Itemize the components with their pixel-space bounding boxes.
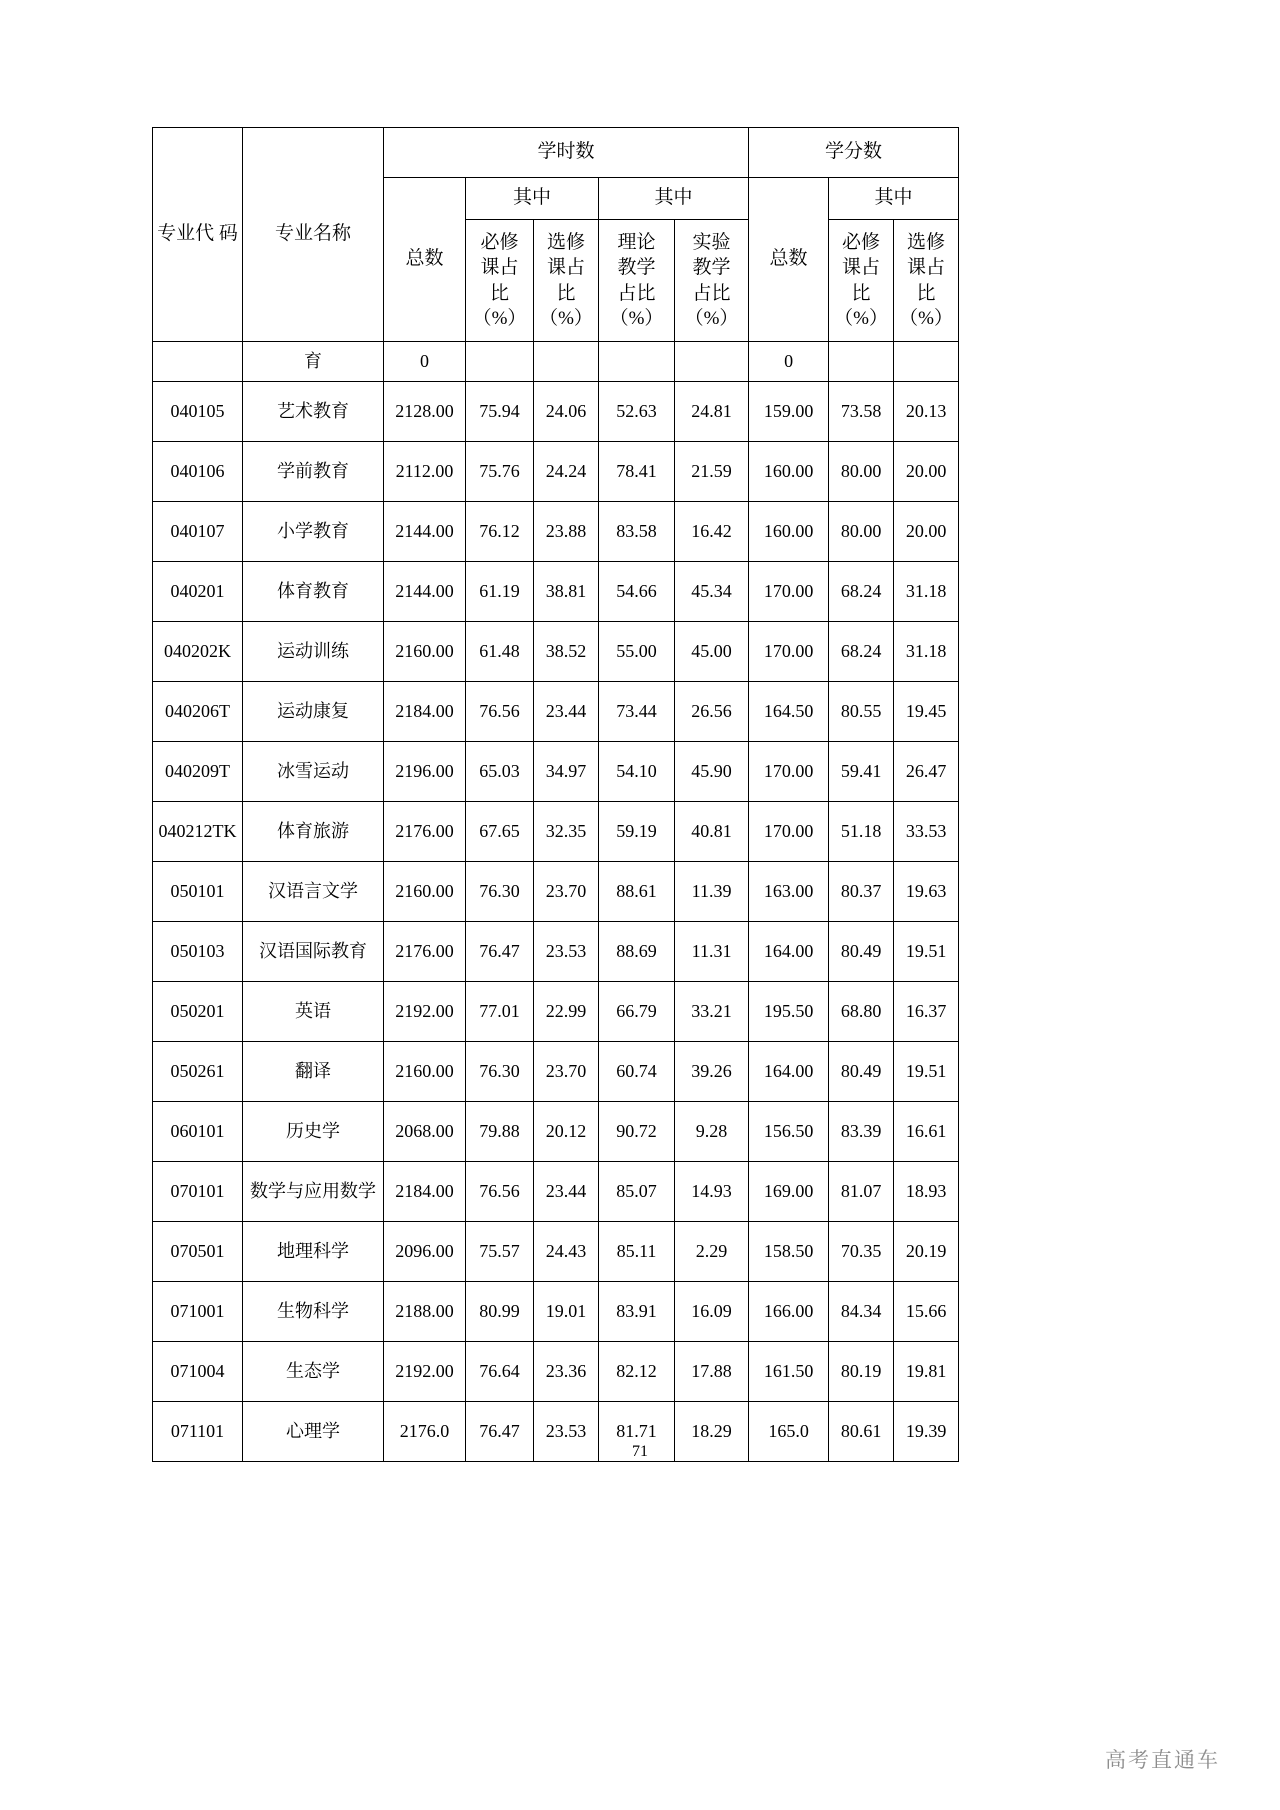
cell-major-code: 060101: [153, 1102, 243, 1162]
cell-credits-elective-ratio: 33.53: [894, 802, 959, 862]
cell-credits-elective-ratio: 26.47: [894, 742, 959, 802]
cell-major-code: 040209T: [153, 742, 243, 802]
cell-credits-elective-ratio: 15.66: [894, 1282, 959, 1342]
cell-credits-total: 160.00: [749, 442, 829, 502]
cell-credits-total: 164.00: [749, 922, 829, 982]
cell-hours-required-ratio: 76.30: [466, 862, 534, 922]
cell-hours-theory-ratio: 60.74: [599, 1042, 675, 1102]
cell-credits-required-ratio: 80.19: [829, 1342, 894, 1402]
cell-hours-total: 2144.00: [384, 502, 466, 562]
cell-credits-total: 195.50: [749, 982, 829, 1042]
cell-hours-elective-ratio: 19.01: [534, 1282, 599, 1342]
cell-hours-experiment-ratio: 14.93: [675, 1162, 749, 1222]
cell-hours-theory-ratio: 66.79: [599, 982, 675, 1042]
header-hours-total: 总数: [384, 178, 466, 342]
table-row: [153, 382, 959, 442]
table-row: [153, 802, 959, 862]
cell-credits-elective-ratio: 31.18: [894, 562, 959, 622]
cell-credits-elective-ratio: 19.51: [894, 922, 959, 982]
table-row: [153, 442, 959, 502]
cell-hours-theory-ratio: [599, 342, 675, 382]
header-major-code-line-2: 码: [218, 223, 238, 245]
cell-credits-total: 165.0: [749, 1402, 829, 1462]
cell-hours-total: 2128.00: [384, 382, 466, 442]
cell-hours-elective-ratio: 22.99: [534, 982, 599, 1042]
cell-credits-total: 160.00: [749, 502, 829, 562]
cell-hours-theory-ratio: 83.58: [599, 502, 675, 562]
cell-hours-experiment-ratio: 39.26: [675, 1042, 749, 1102]
header-hours-theory-line-1: 理论: [617, 232, 656, 254]
majors-table-container: [152, 127, 958, 1462]
cell-hours-theory-ratio: 82.12: [599, 1342, 675, 1402]
cell-credits-elective-ratio: 16.61: [894, 1102, 959, 1162]
cell-hours-total: 2188.00: [384, 1282, 466, 1342]
cell-credits-elective-ratio: 20.19: [894, 1222, 959, 1282]
cell-hours-total: 2192.00: [384, 982, 466, 1042]
cell-hours-experiment-ratio: 2.29: [675, 1222, 749, 1282]
cell-hours-theory-ratio: 54.66: [599, 562, 675, 622]
cell-credits-elective-ratio: 19.63: [894, 862, 959, 922]
cell-credits-total: 158.50: [749, 1222, 829, 1282]
cell-credits-elective-ratio: [894, 342, 959, 382]
cell-hours-experiment-ratio: 11.39: [675, 862, 749, 922]
table-body: [153, 342, 959, 1462]
header-hours-required-line-2: 课占: [480, 257, 519, 279]
header-hours-required-unit: （%）: [472, 307, 527, 329]
cell-hours-theory-ratio: 83.91: [599, 1282, 675, 1342]
cell-major-name: 运动康复: [243, 682, 384, 742]
cell-major-code: 040201: [153, 562, 243, 622]
header-credits-among-which: 其中: [829, 178, 959, 220]
cell-major-code: 071004: [153, 1342, 243, 1402]
cell-hours-required-ratio: 67.65: [466, 802, 534, 862]
cell-major-name: 汉语国际教育: [243, 922, 384, 982]
cell-major-name: 英语: [243, 982, 384, 1042]
cell-hours-elective-ratio: 24.43: [534, 1222, 599, 1282]
cell-hours-elective-ratio: 23.36: [534, 1342, 599, 1402]
cell-hours-experiment-ratio: 33.21: [675, 982, 749, 1042]
cell-major-name: 育: [243, 342, 384, 382]
cell-hours-experiment-ratio: 45.00: [675, 622, 749, 682]
cell-major-code: 050201: [153, 982, 243, 1042]
cell-hours-required-ratio: 76.30: [466, 1042, 534, 1102]
header-hours-elective-line-2: 课占: [546, 257, 585, 279]
header-major-name: 专业名称: [243, 128, 384, 342]
table-row: [153, 1042, 959, 1102]
header-hours-experiment-line-1: 实验: [692, 232, 731, 254]
cell-hours-theory-ratio: 55.00: [599, 622, 675, 682]
cell-hours-elective-ratio: 23.44: [534, 682, 599, 742]
cell-hours-theory-ratio: 59.19: [599, 802, 675, 862]
header-hours-theory-ratio: [599, 220, 675, 342]
cell-hours-elective-ratio: 23.53: [534, 1402, 599, 1462]
header-credits-required-ratio: [829, 220, 894, 342]
header-hours-elective-line-3: 比: [556, 282, 576, 304]
cell-credits-required-ratio: 80.49: [829, 922, 894, 982]
cell-hours-theory-ratio: 90.72: [599, 1102, 675, 1162]
cell-major-name: 地理科学: [243, 1222, 384, 1282]
cell-hours-elective-ratio: 23.88: [534, 502, 599, 562]
cell-major-code: 071101: [153, 1402, 243, 1462]
header-hours-required-line-3: 比: [489, 282, 509, 304]
cell-hours-theory-ratio: 73.44: [599, 682, 675, 742]
table-row: [153, 1342, 959, 1402]
cell-major-name: 体育教育: [243, 562, 384, 622]
cell-credits-required-ratio: 68.24: [829, 622, 894, 682]
cell-major-name: 冰雪运动: [243, 742, 384, 802]
table-row: [153, 742, 959, 802]
cell-hours-total: 2160.00: [384, 862, 466, 922]
header-hours-theory-line-3: 占比: [617, 282, 656, 304]
cell-hours-theory-ratio: 88.69: [599, 922, 675, 982]
header-credits-elective-line-3: 比: [916, 282, 936, 304]
cell-major-code: 040206T: [153, 682, 243, 742]
cell-credits-elective-ratio: 16.37: [894, 982, 959, 1042]
cell-major-code: 040107: [153, 502, 243, 562]
header-credits-elective-ratio: [894, 220, 959, 342]
cell-hours-total: 2176.00: [384, 922, 466, 982]
cell-credits-elective-ratio: 19.39: [894, 1402, 959, 1462]
cell-hours-theory-ratio: 81.71: [599, 1402, 675, 1462]
cell-major-name: 生物科学: [243, 1282, 384, 1342]
cell-hours-experiment-ratio: 24.81: [675, 382, 749, 442]
cell-credits-total: 169.00: [749, 1162, 829, 1222]
header-credits-elective-unit: （%）: [899, 307, 953, 329]
table-row: [153, 622, 959, 682]
cell-major-name: 小学教育: [243, 502, 384, 562]
cell-hours-elective-ratio: 23.53: [534, 922, 599, 982]
header-hours-required-line-1: 必修: [480, 232, 519, 254]
cell-credits-required-ratio: 59.41: [829, 742, 894, 802]
cell-credits-total: 0: [749, 342, 829, 382]
cell-hours-required-ratio: 80.99: [466, 1282, 534, 1342]
cell-credits-total: 170.00: [749, 622, 829, 682]
cell-credits-required-ratio: 80.00: [829, 502, 894, 562]
cell-credits-total: 159.00: [749, 382, 829, 442]
cell-hours-elective-ratio: 23.70: [534, 1042, 599, 1102]
cell-credits-total: 161.50: [749, 1342, 829, 1402]
cell-hours-elective-ratio: 23.70: [534, 862, 599, 922]
cell-hours-experiment-ratio: 11.31: [675, 922, 749, 982]
cell-credits-required-ratio: 70.35: [829, 1222, 894, 1282]
cell-hours-elective-ratio: 24.24: [534, 442, 599, 502]
cell-hours-total: 2144.00: [384, 562, 466, 622]
cell-hours-experiment-ratio: 18.29: [675, 1402, 749, 1462]
cell-credits-elective-ratio: 19.81: [894, 1342, 959, 1402]
cell-hours-required-ratio: 76.56: [466, 682, 534, 742]
cell-major-name: 历史学: [243, 1102, 384, 1162]
cell-hours-required-ratio: [466, 342, 534, 382]
cell-hours-elective-ratio: 20.12: [534, 1102, 599, 1162]
cell-credits-required-ratio: [829, 342, 894, 382]
cell-hours-theory-ratio: 85.07: [599, 1162, 675, 1222]
cell-hours-elective-ratio: 32.35: [534, 802, 599, 862]
cell-credits-total: 164.50: [749, 682, 829, 742]
cell-credits-required-ratio: 80.61: [829, 1402, 894, 1462]
table-row: [153, 982, 959, 1042]
cell-credits-elective-ratio: 31.18: [894, 622, 959, 682]
cell-hours-total: 2184.00: [384, 1162, 466, 1222]
header-group-credits: 学分数: [749, 128, 959, 178]
cell-hours-total: 2096.00: [384, 1222, 466, 1282]
cell-hours-elective-ratio: 24.06: [534, 382, 599, 442]
cell-major-name: 运动训练: [243, 622, 384, 682]
cell-hours-total: 0: [384, 342, 466, 382]
cell-hours-elective-ratio: 38.81: [534, 562, 599, 622]
header-hours-theory-unit: （%）: [609, 307, 664, 329]
cell-hours-required-ratio: 77.01: [466, 982, 534, 1042]
table-row: [153, 562, 959, 622]
cell-credits-total: 156.50: [749, 1102, 829, 1162]
cell-hours-total: 2112.00: [384, 442, 466, 502]
table-row: [153, 862, 959, 922]
cell-credits-total: 163.00: [749, 862, 829, 922]
cell-hours-experiment-ratio: 16.09: [675, 1282, 749, 1342]
cell-hours-required-ratio: 76.64: [466, 1342, 534, 1402]
cell-credits-required-ratio: 80.55: [829, 682, 894, 742]
table-row: [153, 1162, 959, 1222]
header-hours-required-ratio: [466, 220, 534, 342]
page-number: 71: [632, 1443, 648, 1460]
cell-major-code: 071001: [153, 1282, 243, 1342]
majors-table: [152, 127, 959, 1462]
cell-hours-required-ratio: 75.94: [466, 382, 534, 442]
cell-hours-total: 2192.00: [384, 1342, 466, 1402]
cell-major-code: 050261: [153, 1042, 243, 1102]
cell-credits-required-ratio: 80.00: [829, 442, 894, 502]
cell-major-code: 040106: [153, 442, 243, 502]
header-credits-required-line-3: 比: [851, 282, 871, 304]
cell-hours-experiment-ratio: 45.90: [675, 742, 749, 802]
cell-credits-total: 164.00: [749, 1042, 829, 1102]
cell-credits-elective-ratio: 20.13: [894, 382, 959, 442]
header-hours-experiment-line-3: 占比: [692, 282, 731, 304]
header-credits-elective-line-1: 选修: [907, 232, 946, 254]
header-hours-elective-unit: （%）: [539, 307, 593, 329]
cell-major-code: [153, 342, 243, 382]
header-major-code-line-1: 专业代: [157, 223, 215, 245]
cell-hours-theory-ratio: 85.11: [599, 1222, 675, 1282]
cell-credits-required-ratio: 68.80: [829, 982, 894, 1042]
table-row: [153, 1102, 959, 1162]
table-row: [153, 682, 959, 742]
cell-hours-required-ratio: 61.19: [466, 562, 534, 622]
cell-hours-required-ratio: 76.47: [466, 922, 534, 982]
header-credits-required-unit: （%）: [834, 307, 888, 329]
cell-hours-theory-ratio: 88.61: [599, 862, 675, 922]
cell-credits-required-ratio: 83.39: [829, 1102, 894, 1162]
cell-hours-required-ratio: 76.56: [466, 1162, 534, 1222]
cell-hours-total: 2176.00: [384, 802, 466, 862]
cell-credits-elective-ratio: 19.45: [894, 682, 959, 742]
cell-hours-experiment-ratio: 26.56: [675, 682, 749, 742]
cell-hours-elective-ratio: [534, 342, 599, 382]
cell-major-code: 050103: [153, 922, 243, 982]
header-credits-required-line-1: 必修: [842, 232, 881, 254]
header-group-class-hours: 学时数: [384, 128, 749, 178]
header-hours-experiment-unit: （%）: [684, 307, 739, 329]
cell-credits-required-ratio: 51.18: [829, 802, 894, 862]
cell-major-name: 体育旅游: [243, 802, 384, 862]
cell-hours-required-ratio: 76.12: [466, 502, 534, 562]
cell-credits-elective-ratio: 18.93: [894, 1162, 959, 1222]
cell-hours-elective-ratio: 23.44: [534, 1162, 599, 1222]
table-row: [153, 502, 959, 562]
cell-credits-total: 170.00: [749, 742, 829, 802]
cell-credits-elective-ratio: 20.00: [894, 442, 959, 502]
table-row: [153, 1222, 959, 1282]
cell-major-name: 数学与应用数学: [243, 1162, 384, 1222]
cell-credits-total: 166.00: [749, 1282, 829, 1342]
cell-major-code: 070101: [153, 1162, 243, 1222]
cell-hours-total: 2184.00: [384, 682, 466, 742]
cell-hours-elective-ratio: 34.97: [534, 742, 599, 802]
cell-hours-experiment-ratio: 9.28: [675, 1102, 749, 1162]
cell-major-name: 学前教育: [243, 442, 384, 502]
cell-hours-experiment-ratio: 45.34: [675, 562, 749, 622]
cell-major-name: 汉语言文学: [243, 862, 384, 922]
cell-hours-theory-ratio: 52.63: [599, 382, 675, 442]
cell-credits-required-ratio: 84.34: [829, 1282, 894, 1342]
header-hours-theory-line-2: 教学: [617, 257, 656, 279]
cell-major-code: 040202K: [153, 622, 243, 682]
cell-hours-total: 2160.00: [384, 622, 466, 682]
cell-hours-required-ratio: 79.88: [466, 1102, 534, 1162]
cell-credits-required-ratio: 80.37: [829, 862, 894, 922]
cell-hours-experiment-ratio: 40.81: [675, 802, 749, 862]
cell-credits-required-ratio: 80.49: [829, 1042, 894, 1102]
cell-credits-total: 170.00: [749, 802, 829, 862]
cell-hours-theory-ratio: 78.41: [599, 442, 675, 502]
cell-hours-experiment-ratio: 21.59: [675, 442, 749, 502]
cell-major-name: 心理学: [243, 1402, 384, 1462]
header-credits-elective-line-2: 课占: [907, 257, 946, 279]
cell-major-name: 生态学: [243, 1342, 384, 1402]
cell-hours-total: 2068.00: [384, 1102, 466, 1162]
cell-major-code: 070501: [153, 1222, 243, 1282]
cell-hours-theory-ratio: 54.10: [599, 742, 675, 802]
cell-hours-total: 2160.00: [384, 1042, 466, 1102]
cell-major-name: 艺术教育: [243, 382, 384, 442]
cell-hours-experiment-ratio: 16.42: [675, 502, 749, 562]
header-hours-elective-ratio: [534, 220, 599, 342]
cell-hours-required-ratio: 61.48: [466, 622, 534, 682]
cell-major-code: 040212TK: [153, 802, 243, 862]
table-row: [153, 922, 959, 982]
cell-credits-elective-ratio: 20.00: [894, 502, 959, 562]
cell-hours-required-ratio: 65.03: [466, 742, 534, 802]
header-credits-required-line-2: 课占: [842, 257, 881, 279]
table-row: [153, 342, 959, 382]
header-hours-experiment-line-2: 教学: [692, 257, 731, 279]
cell-credits-required-ratio: 81.07: [829, 1162, 894, 1222]
cell-major-code: 050101: [153, 862, 243, 922]
cell-major-code: 040105: [153, 382, 243, 442]
cell-credits-required-ratio: 73.58: [829, 382, 894, 442]
cell-credits-total: 170.00: [749, 562, 829, 622]
cell-hours-required-ratio: 76.47: [466, 1402, 534, 1462]
table-header: [153, 128, 959, 342]
cell-hours-elective-ratio: 38.52: [534, 622, 599, 682]
header-row-groups: [153, 128, 959, 178]
header-hours-experiment-ratio: [675, 220, 749, 342]
cell-hours-experiment-ratio: 17.88: [675, 1342, 749, 1402]
cell-hours-total: 2196.00: [384, 742, 466, 802]
header-hours-elective-line-1: 选修: [546, 232, 585, 254]
cell-hours-total: 2176.0: [384, 1402, 466, 1462]
cell-credits-required-ratio: 68.24: [829, 562, 894, 622]
header-hours-among-which-theory-experiment: 其中: [599, 178, 749, 220]
header-credits-total: 总数: [749, 178, 829, 342]
cell-major-name: 翻译: [243, 1042, 384, 1102]
watermark: 高考直通车: [1105, 1749, 1220, 1772]
header-major-code: [153, 128, 243, 342]
cell-hours-experiment-ratio: [675, 342, 749, 382]
table-row: [153, 1282, 959, 1342]
cell-hours-required-ratio: 75.57: [466, 1222, 534, 1282]
cell-hours-required-ratio: 75.76: [466, 442, 534, 502]
header-hours-among-which-required-elective: 其中: [466, 178, 599, 220]
cell-credits-elective-ratio: 19.51: [894, 1042, 959, 1102]
